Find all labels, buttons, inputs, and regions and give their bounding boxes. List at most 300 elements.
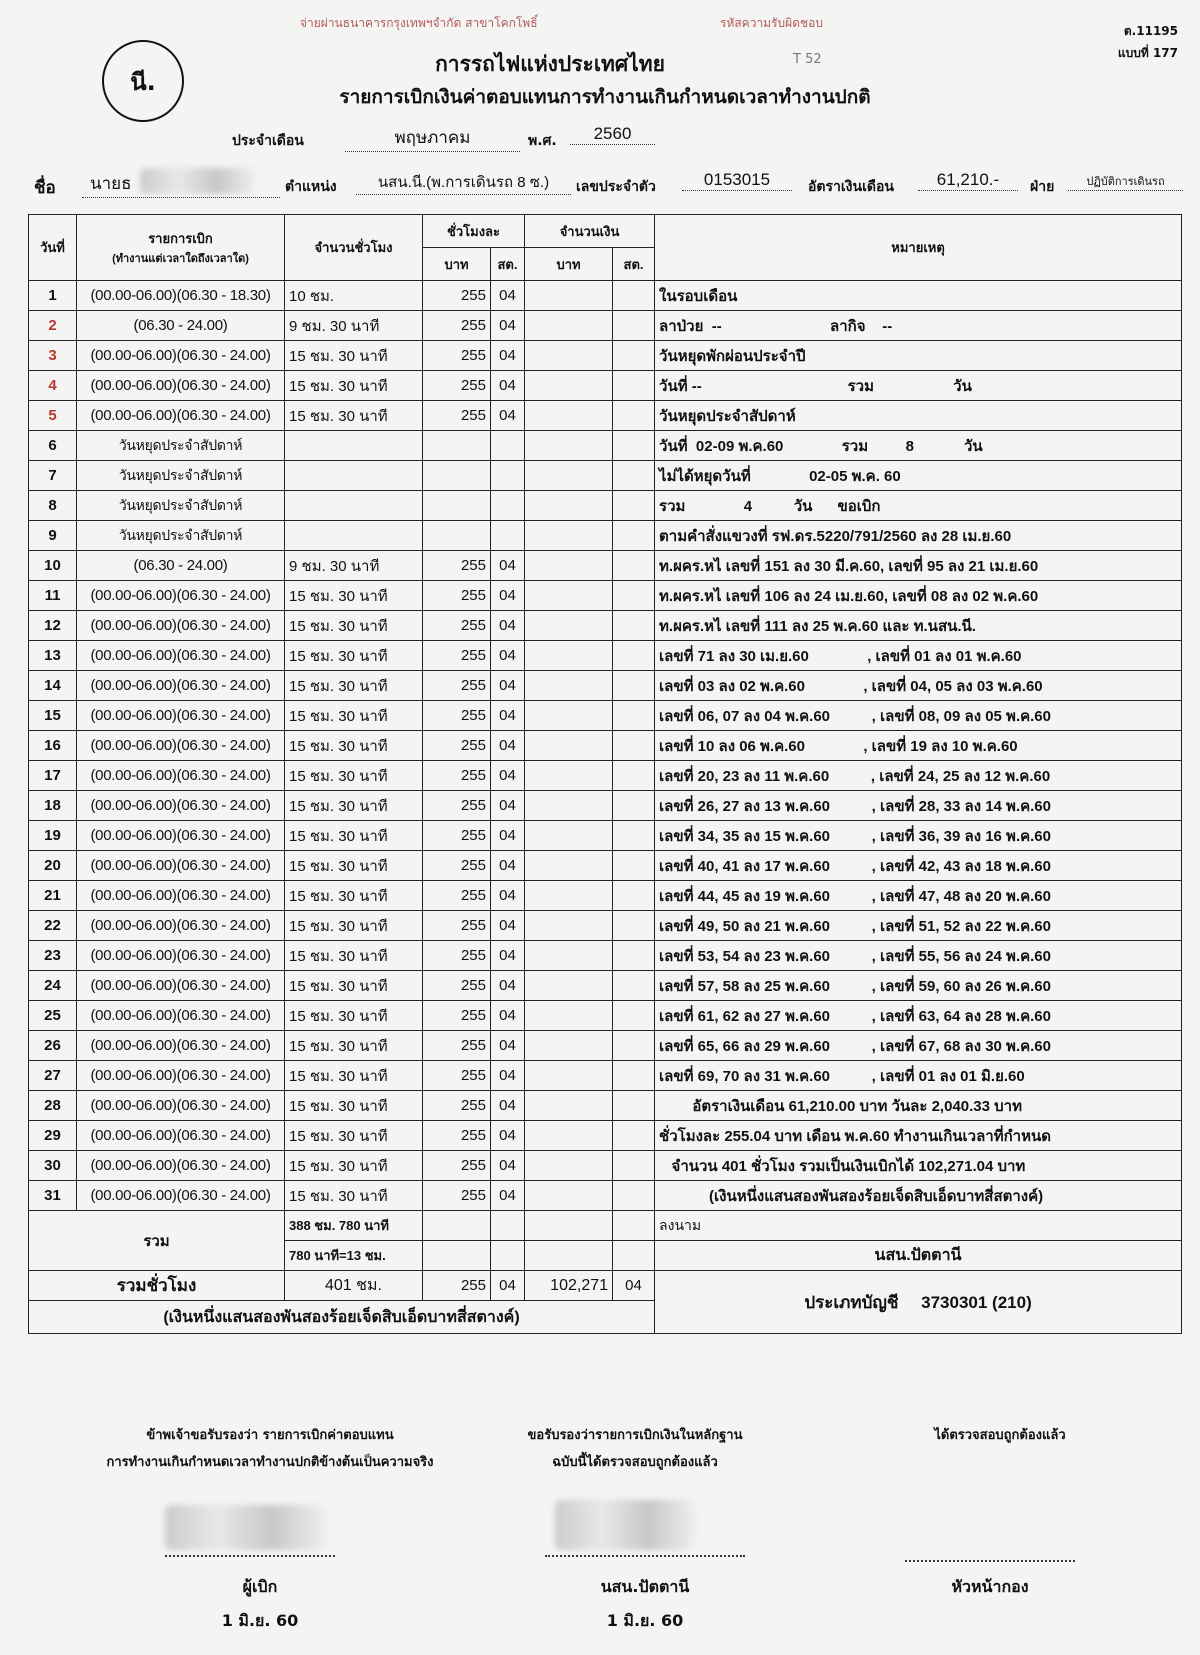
rate-satang-cell: 04 xyxy=(491,341,525,371)
amount-baht-cell xyxy=(525,701,613,731)
table-row xyxy=(29,671,1182,701)
day-cell: 11 xyxy=(29,581,77,611)
remark-cell: เลขที่ 57, 58 ลง 25 พ.ค.60 , เลขที่ 59, 60 ลง 26 พ.ค.60 xyxy=(655,971,1182,1001)
total-hours-row xyxy=(29,1271,1182,1301)
item-cell: (00.00-06.00)(06.30 - 24.00) xyxy=(77,611,285,641)
rate-satang-cell xyxy=(491,431,525,461)
hours-cell: 15 ชม. 30 นาที xyxy=(285,1151,423,1181)
amount-satang-cell xyxy=(613,551,655,581)
hours-cell: 15 ชม. 30 นาที xyxy=(285,371,423,401)
table-row xyxy=(29,1091,1182,1121)
rate-baht-cell xyxy=(423,461,491,491)
id-label: เลขประจำตัว xyxy=(576,179,656,195)
rate-satang-cell: 04 xyxy=(491,311,525,341)
remark-cell: เลขที่ 61, 62 ลง 27 พ.ค.60 , เลขที่ 63, 64 ลง 28 พ.ค.60 xyxy=(655,1001,1182,1031)
remark-cell: ท.ผคร.หไ เลขที่ 111 ลง 25 พ.ค.60 และ ท.นสน.นี. xyxy=(655,611,1182,641)
remark-cell: ตามคำสั่งแขวงที่ รฟ.ดร.5220/791/2560 ลง 28 เม.ย.60 xyxy=(655,521,1182,551)
rate-satang-cell: 04 xyxy=(491,611,525,641)
name-value: นายธ xyxy=(82,170,280,198)
amount-baht-cell xyxy=(525,1151,613,1181)
total-empty-1 xyxy=(423,1211,491,1241)
total-empty-2 xyxy=(491,1211,525,1241)
amount-baht-cell xyxy=(525,581,613,611)
account-label: ประเภทบัญชี xyxy=(804,1292,899,1312)
day-cell: 22 xyxy=(29,911,77,941)
day-cell: 26 xyxy=(29,1031,77,1061)
org-title: การรถไฟแห่งประเทศไทย xyxy=(435,52,665,76)
remark-cell: เลขที่ 40, 41 ลง 17 พ.ค.60 , เลขที่ 42, 43 ลง 18 พ.ค.60 xyxy=(655,851,1182,881)
sign-label: ลงนาม xyxy=(659,1216,702,1233)
amount-satang-cell xyxy=(613,1061,655,1091)
rate-baht-cell xyxy=(423,491,491,521)
table-row xyxy=(29,1001,1182,1031)
header-remarks: หมายเหตุ xyxy=(655,215,1182,281)
day-cell: 10 xyxy=(29,551,77,581)
day-cell: 6 xyxy=(29,431,77,461)
dept-label: ฝ่าย xyxy=(1030,179,1055,195)
hours-cell: 15 ชม. 30 นาที xyxy=(285,821,423,851)
table-row xyxy=(29,1061,1182,1091)
amount-baht-cell xyxy=(525,971,613,1001)
amount-baht-cell xyxy=(525,1181,613,1211)
rate-baht-cell: 255 xyxy=(423,311,491,341)
hours-cell: 15 ชม. 30 นาที xyxy=(285,341,423,371)
item-cell: (00.00-06.00)(06.30 - 18.30) xyxy=(77,281,285,311)
table-row xyxy=(29,611,1182,641)
table-row xyxy=(29,491,1182,521)
account-cell xyxy=(655,1271,1182,1334)
item-cell: (00.00-06.00)(06.30 - 24.00) xyxy=(77,911,285,941)
header-amount-baht: บาท xyxy=(525,248,613,281)
item-cell: (00.00-06.00)(06.30 - 24.00) xyxy=(77,641,285,671)
rate-baht-cell: 255 xyxy=(423,641,491,671)
header-item-title: รายการเบิก xyxy=(148,231,213,246)
bank-line: จ่ายผ่านธนาคารกรุงเทพฯจำกัด สาขาโคกโพธิ์ xyxy=(300,16,538,30)
item-cell: (06.30 - 24.00) xyxy=(77,311,285,341)
amount-baht-cell xyxy=(525,1121,613,1151)
total-empty-8 xyxy=(613,1241,655,1271)
rate-baht-cell: 255 xyxy=(423,401,491,431)
day-cell: 9 xyxy=(29,521,77,551)
header-row-1 xyxy=(29,215,1182,248)
rate-satang-cell: 04 xyxy=(491,941,525,971)
item-cell: วันหยุดประจำสัปดาห์ xyxy=(77,491,285,521)
position-label: ตำแหน่ง xyxy=(285,179,337,195)
signatory-2 xyxy=(575,1570,715,1638)
remark-cell: เลขที่ 26, 27 ลง 13 พ.ค.60 , เลขที่ 28, 33 ลง 14 พ.ค.60 xyxy=(655,791,1182,821)
amount-baht-cell xyxy=(525,1001,613,1031)
rate-baht-cell: 255 xyxy=(423,791,491,821)
total-empty-4 xyxy=(613,1211,655,1241)
certification-2 xyxy=(490,1422,780,1476)
table-row xyxy=(29,821,1182,851)
remark-cell: เลขที่ 20, 23 ลง 11 พ.ค.60 , เลขที่ 24, 25 ลง 12 พ.ค.60 xyxy=(655,761,1182,791)
day-cell: 23 xyxy=(29,941,77,971)
amount-satang-cell xyxy=(613,701,655,731)
rate-baht-cell: 255 xyxy=(423,1061,491,1091)
cert2-line2: ฉบับนี้ได้ตรวจสอบถูกต้องแล้ว xyxy=(552,1455,718,1470)
amount-satang-cell xyxy=(613,521,655,551)
rate-satang-cell: 04 xyxy=(491,881,525,911)
hours-cell: 15 ชม. 30 นาที xyxy=(285,671,423,701)
amount-satang-cell xyxy=(613,671,655,701)
sign-cell xyxy=(655,1211,1182,1241)
hours-cell: 9 ชม. 30 นาที xyxy=(285,311,423,341)
amount-baht-cell xyxy=(525,851,613,881)
day-cell: 24 xyxy=(29,971,77,1001)
sig1-date: 1 มิ.ย. 60 xyxy=(221,1611,299,1630)
table-row xyxy=(29,731,1182,761)
hours-cell: 15 ชม. 30 นาที xyxy=(285,911,423,941)
rate-satang-cell: 04 xyxy=(491,791,525,821)
hours-cell: 9 ชม. 30 นาที xyxy=(285,551,423,581)
signature-2-redaction xyxy=(555,1500,695,1550)
circle-label: นี. xyxy=(102,40,184,122)
amount-baht-cell xyxy=(525,371,613,401)
rate-baht-cell: 255 xyxy=(423,581,491,611)
rate-baht-cell: 255 xyxy=(423,1001,491,1031)
item-cell: (00.00-06.00)(06.30 - 24.00) xyxy=(77,1151,285,1181)
signatory-3 xyxy=(920,1570,1060,1604)
amount-baht-cell xyxy=(525,881,613,911)
remark-cell: เลขที่ 34, 35 ลง 15 พ.ค.60 , เลขที่ 36, 39 ลง 16 พ.ค.60 xyxy=(655,821,1182,851)
amount-baht-cell xyxy=(525,341,613,371)
header-item xyxy=(77,215,285,281)
rate-baht-cell: 255 xyxy=(423,941,491,971)
total-hours-label: รวมชั่วโมง xyxy=(29,1271,285,1301)
total-line-1: 388 ชม. 780 นาที xyxy=(285,1211,423,1241)
amount-baht-cell xyxy=(525,281,613,311)
total-row-1 xyxy=(29,1211,1182,1241)
amount-satang-cell xyxy=(613,791,655,821)
amount-satang-cell xyxy=(613,281,655,311)
signature-line-2 xyxy=(545,1555,745,1557)
hours-cell: 15 ชม. 30 นาที xyxy=(285,971,423,1001)
amount-satang-cell xyxy=(613,881,655,911)
rate-satang-cell xyxy=(491,521,525,551)
day-cell: 16 xyxy=(29,731,77,761)
table-footer xyxy=(29,1211,1182,1334)
item-cell: วันหยุดประจำสัปดาห์ xyxy=(77,521,285,551)
rate-baht-cell: 255 xyxy=(423,371,491,401)
sig3-role: หัวหน้ากอง xyxy=(951,1577,1029,1596)
day-cell: 17 xyxy=(29,761,77,791)
hours-cell: 15 ชม. 30 นาที xyxy=(285,761,423,791)
header-amount-satang: สต. xyxy=(613,248,655,281)
remark-cell: เลขที่ 53, 54 ลง 23 พ.ค.60 , เลขที่ 55, 56 ลง 24 พ.ค.60 xyxy=(655,941,1182,971)
day-cell: 20 xyxy=(29,851,77,881)
total-rate-baht: 255 xyxy=(423,1271,491,1301)
header-day: วันที่ xyxy=(29,215,77,281)
header-rate: ชั่วโมงละ xyxy=(423,215,525,248)
amount-satang-cell xyxy=(613,821,655,851)
day-cell: 2 xyxy=(29,311,77,341)
rate-satang-cell: 04 xyxy=(491,1091,525,1121)
amount-satang-cell xyxy=(613,611,655,641)
amount-baht-cell xyxy=(525,1091,613,1121)
total-rate-satang: 04 xyxy=(491,1271,525,1301)
remark-cell: วันที่ 02-09 พ.ค.60 รวม 8 วัน xyxy=(655,431,1182,461)
day-cell: 12 xyxy=(29,611,77,641)
amount-satang-cell xyxy=(613,1091,655,1121)
table-row xyxy=(29,1031,1182,1061)
table-row xyxy=(29,911,1182,941)
name-redaction xyxy=(140,168,255,194)
hours-cell: 15 ชม. 30 นาที xyxy=(285,731,423,761)
rate-baht-cell: 255 xyxy=(423,1121,491,1151)
item-cell: (00.00-06.00)(06.30 - 24.00) xyxy=(77,941,285,971)
remark-cell: เลขที่ 69, 70 ลง 31 พ.ค.60 , เลขที่ 01 ลง 01 มิ.ย.60 xyxy=(655,1061,1182,1091)
remark-cell: วันที่ -- รวม วัน xyxy=(655,371,1182,401)
table-row xyxy=(29,581,1182,611)
header-hours: จำนวนชั่วโมง xyxy=(285,215,423,281)
rate-baht-cell: 255 xyxy=(423,881,491,911)
item-cell: (00.00-06.00)(06.30 - 24.00) xyxy=(77,1001,285,1031)
amount-words: (เงินหนึ่งแสนสองพันสองร้อยเจ็ดสิบเอ็ดบาทสี่สตางค์) xyxy=(29,1301,655,1334)
table-row xyxy=(29,1151,1182,1181)
amount-baht-cell xyxy=(525,401,613,431)
table-row xyxy=(29,701,1182,731)
remark-cell: ไม่ได้หยุดวันที่ 02-05 พ.ค. 60 xyxy=(655,461,1182,491)
table-row xyxy=(29,551,1182,581)
amount-satang-cell xyxy=(613,341,655,371)
amount-baht-cell xyxy=(525,491,613,521)
remark-cell: วันหยุดพักผ่อนประจำปี xyxy=(655,341,1182,371)
amount-satang-cell xyxy=(613,581,655,611)
table-row xyxy=(29,641,1182,671)
hours-cell xyxy=(285,431,423,461)
amount-satang-cell xyxy=(613,851,655,881)
rate-baht-cell: 255 xyxy=(423,1091,491,1121)
rate-satang-cell: 04 xyxy=(491,1151,525,1181)
table-body xyxy=(29,281,1182,1211)
amount-baht-cell xyxy=(525,1031,613,1061)
rate-satang-cell: 04 xyxy=(491,971,525,1001)
overtime-table xyxy=(28,214,1182,1334)
rate-baht-cell: 255 xyxy=(423,761,491,791)
cert1-line1: ข้าพเจ้าขอรับรองว่า รายการเบิกค่าตอบแทน xyxy=(146,1428,394,1443)
day-cell: 15 xyxy=(29,701,77,731)
hours-cell: 15 ชม. 30 นาที xyxy=(285,881,423,911)
sig2-date: 1 มิ.ย. 60 xyxy=(606,1611,684,1630)
table-row xyxy=(29,371,1182,401)
form-code: ต.11195 xyxy=(1123,24,1178,38)
item-cell: (00.00-06.00)(06.30 - 24.00) xyxy=(77,1031,285,1061)
amount-baht-cell xyxy=(525,791,613,821)
rate-baht-cell: 255 xyxy=(423,851,491,881)
remark-cell: ในรอบเดือน xyxy=(655,281,1182,311)
hours-cell: 15 ชม. 30 นาที xyxy=(285,1091,423,1121)
header-rate-satang: สต. xyxy=(491,248,525,281)
item-cell: (00.00-06.00)(06.30 - 24.00) xyxy=(77,1091,285,1121)
remark-cell: เลขที่ 44, 45 ลง 19 พ.ค.60 , เลขที่ 47, 48 ลง 20 พ.ค.60 xyxy=(655,881,1182,911)
month-label: ประจำเดือน xyxy=(232,133,304,149)
amount-satang-cell xyxy=(613,491,655,521)
total-empty-3 xyxy=(525,1211,613,1241)
item-cell: (00.00-06.00)(06.30 - 24.00) xyxy=(77,671,285,701)
account-value: 3730301 (210) xyxy=(921,1292,1032,1312)
rate-satang-cell: 04 xyxy=(491,581,525,611)
receipt-code: รหัสความรับผิดชอบ xyxy=(720,16,823,30)
day-cell: 30 xyxy=(29,1151,77,1181)
form-title: รายการเบิกเงินค่าตอบแทนการทำงานเกินกำหนดเวลาทำงานปกติ xyxy=(339,86,871,108)
item-cell: (00.00-06.00)(06.30 - 24.00) xyxy=(77,1121,285,1151)
table-row xyxy=(29,521,1182,551)
item-cell: (00.00-06.00)(06.30 - 24.00) xyxy=(77,1181,285,1211)
amount-satang-cell xyxy=(613,431,655,461)
remark-cell: ลาป่วย -- ลากิจ -- xyxy=(655,311,1182,341)
remark-cell: เลขที่ 10 ลง 06 พ.ค.60 , เลขที่ 19 ลง 10 พ.ค.60 xyxy=(655,731,1182,761)
item-cell: วันหยุดประจำสัปดาห์ xyxy=(77,461,285,491)
item-cell: (00.00-06.00)(06.30 - 24.00) xyxy=(77,821,285,851)
amount-baht-cell xyxy=(525,641,613,671)
rate-baht-cell: 255 xyxy=(423,1181,491,1211)
day-cell: 27 xyxy=(29,1061,77,1091)
rate-satang-cell: 04 xyxy=(491,851,525,881)
day-cell: 5 xyxy=(29,401,77,431)
hours-cell: 15 ชม. 30 นาที xyxy=(285,1181,423,1211)
rate-baht-cell: 255 xyxy=(423,701,491,731)
hours-cell: 15 ชม. 30 นาที xyxy=(285,1001,423,1031)
day-cell: 7 xyxy=(29,461,77,491)
remark-cell: เลขที่ 06, 07 ลง 04 พ.ค.60 , เลขที่ 08, 09 ลง 05 พ.ค.60 xyxy=(655,701,1182,731)
salary-label: อัตราเงินเดือน xyxy=(808,179,894,195)
remark-cell: เลขที่ 03 ลง 02 พ.ค.60 , เลขที่ 04, 05 ลง 03 พ.ค.60 xyxy=(655,671,1182,701)
amount-baht-cell xyxy=(525,551,613,581)
cert2-line1: ขอรับรองว่ารายการเบิกเงินในหลักฐาน xyxy=(527,1428,743,1443)
rate-baht-cell: 255 xyxy=(423,551,491,581)
rate-satang-cell: 04 xyxy=(491,701,525,731)
table-row xyxy=(29,1181,1182,1211)
rate-satang-cell: 04 xyxy=(491,371,525,401)
form-codes xyxy=(1118,20,1178,64)
salary-value: 61,210.- xyxy=(918,170,1018,191)
remark-cell: อัตราเงินเดือน 61,210.00 บาท วันละ 2,040.33 บาท xyxy=(655,1091,1182,1121)
hours-cell: 10 ชม. xyxy=(285,281,423,311)
table-row xyxy=(29,941,1182,971)
amount-baht-cell xyxy=(525,1061,613,1091)
total-empty-5 xyxy=(423,1241,491,1271)
amount-baht-cell xyxy=(525,731,613,761)
rate-baht-cell: 255 xyxy=(423,671,491,701)
day-cell: 4 xyxy=(29,371,77,401)
rate-satang-cell xyxy=(491,461,525,491)
rate-satang-cell: 04 xyxy=(491,1001,525,1031)
hours-cell: 15 ชม. 30 นาที xyxy=(285,1061,423,1091)
amount-baht-cell xyxy=(525,821,613,851)
rate-satang-cell: 04 xyxy=(491,671,525,701)
sig1-role: ผู้เบิก xyxy=(242,1577,278,1596)
rate-satang-cell: 04 xyxy=(491,281,525,311)
table-row xyxy=(29,791,1182,821)
amount-satang-cell xyxy=(613,1121,655,1151)
amount-baht-cell xyxy=(525,941,613,971)
table-row xyxy=(29,1121,1182,1151)
amount-baht-cell xyxy=(525,311,613,341)
header-item-sub: (ทำงานแต่เวลาใดถึงเวลาใด) xyxy=(112,253,249,265)
remark-cell: ท.ผคร.หไ เลขที่ 151 ลง 30 มี.ค.60, เลขที่ 95 ลง 21 เม.ย.60 xyxy=(655,551,1182,581)
month-value: พฤษภาคม xyxy=(345,124,520,152)
hours-cell: 15 ชม. 30 นาที xyxy=(285,791,423,821)
day-cell: 3 xyxy=(29,341,77,371)
day-cell: 1 xyxy=(29,281,77,311)
year-value: 2560 xyxy=(570,124,655,145)
rate-satang-cell: 04 xyxy=(491,911,525,941)
day-cell: 18 xyxy=(29,791,77,821)
table-row xyxy=(29,281,1182,311)
signature-1-redaction xyxy=(165,1505,325,1550)
rate-satang-cell: 04 xyxy=(491,1031,525,1061)
rate-satang-cell: 04 xyxy=(491,1121,525,1151)
rate-satang-cell xyxy=(491,491,525,521)
amount-satang-cell xyxy=(613,911,655,941)
hours-cell: 15 ชม. 30 นาที xyxy=(285,1121,423,1151)
day-cell: 19 xyxy=(29,821,77,851)
amount-satang-cell xyxy=(613,1001,655,1031)
rate-satang-cell: 04 xyxy=(491,401,525,431)
remark-cell: เลขที่ 65, 66 ลง 29 พ.ค.60 , เลขที่ 67, 68 ลง 30 พ.ค.60 xyxy=(655,1031,1182,1061)
amount-satang-cell xyxy=(613,401,655,431)
hours-cell xyxy=(285,491,423,521)
remark-cell: (เงินหนึ่งแสนสองพันสองร้อยเจ็ดสิบเอ็ดบาทสี่สตางค์) xyxy=(655,1181,1182,1211)
table-row xyxy=(29,431,1182,461)
rate-satang-cell: 04 xyxy=(491,731,525,761)
amount-satang-cell xyxy=(613,641,655,671)
rate-baht-cell: 255 xyxy=(423,281,491,311)
item-cell: (00.00-06.00)(06.30 - 24.00) xyxy=(77,581,285,611)
item-cell: (06.30 - 24.00) xyxy=(77,551,285,581)
name-label: ชื่อ xyxy=(34,178,56,198)
rate-baht-cell: 255 xyxy=(423,731,491,761)
item-cell: (00.00-06.00)(06.30 - 24.00) xyxy=(77,401,285,431)
rate-baht-cell: 255 xyxy=(423,341,491,371)
amount-satang-cell xyxy=(613,311,655,341)
cert3-line1: ได้ตรวจสอบถูกต้องแล้ว xyxy=(934,1428,1066,1443)
day-cell: 8 xyxy=(29,491,77,521)
cert1-line2: การทำงานเกินกำหนดเวลาทำงานปกติข้างต้นเป็นความจริง xyxy=(106,1455,434,1470)
hours-cell: 15 ชม. 30 นาที xyxy=(285,611,423,641)
signer-title: นสน.ปัตตานี xyxy=(655,1241,1182,1271)
item-cell: วันหยุดประจำสัปดาห์ xyxy=(77,431,285,461)
day-cell: 14 xyxy=(29,671,77,701)
hours-cell: 15 ชม. 30 นาที xyxy=(285,701,423,731)
amount-satang-cell xyxy=(613,1031,655,1061)
position-value: นสน.นี.(พ.การเดินรถ 8 ซ.) xyxy=(356,170,571,195)
rate-baht-cell: 255 xyxy=(423,911,491,941)
table-row xyxy=(29,881,1182,911)
total-amount-satang: 04 xyxy=(613,1271,655,1301)
day-cell: 13 xyxy=(29,641,77,671)
t-code: T 52 xyxy=(793,52,822,67)
total-hours-value: 401 ชม. xyxy=(285,1271,423,1301)
item-cell: (00.00-06.00)(06.30 - 24.00) xyxy=(77,761,285,791)
item-cell: (00.00-06.00)(06.30 - 24.00) xyxy=(77,1061,285,1091)
remark-cell: ท.ผคร.หไ เลขที่ 106 ลง 24 เม.ย.60, เลขที่ 08 ลง 02 พ.ค.60 xyxy=(655,581,1182,611)
header-amount: จำนวนเงิน xyxy=(525,215,655,248)
amount-satang-cell xyxy=(613,1151,655,1181)
day-cell: 29 xyxy=(29,1121,77,1151)
amount-baht-cell xyxy=(525,671,613,701)
certification-1 xyxy=(60,1422,480,1476)
signature-line-1 xyxy=(165,1555,335,1557)
item-cell: (00.00-06.00)(06.30 - 24.00) xyxy=(77,881,285,911)
signatory-1 xyxy=(190,1570,330,1638)
amount-satang-cell xyxy=(613,731,655,761)
rate-baht-cell: 255 xyxy=(423,821,491,851)
table-row xyxy=(29,971,1182,1001)
table-row xyxy=(29,461,1182,491)
amount-baht-cell xyxy=(525,461,613,491)
